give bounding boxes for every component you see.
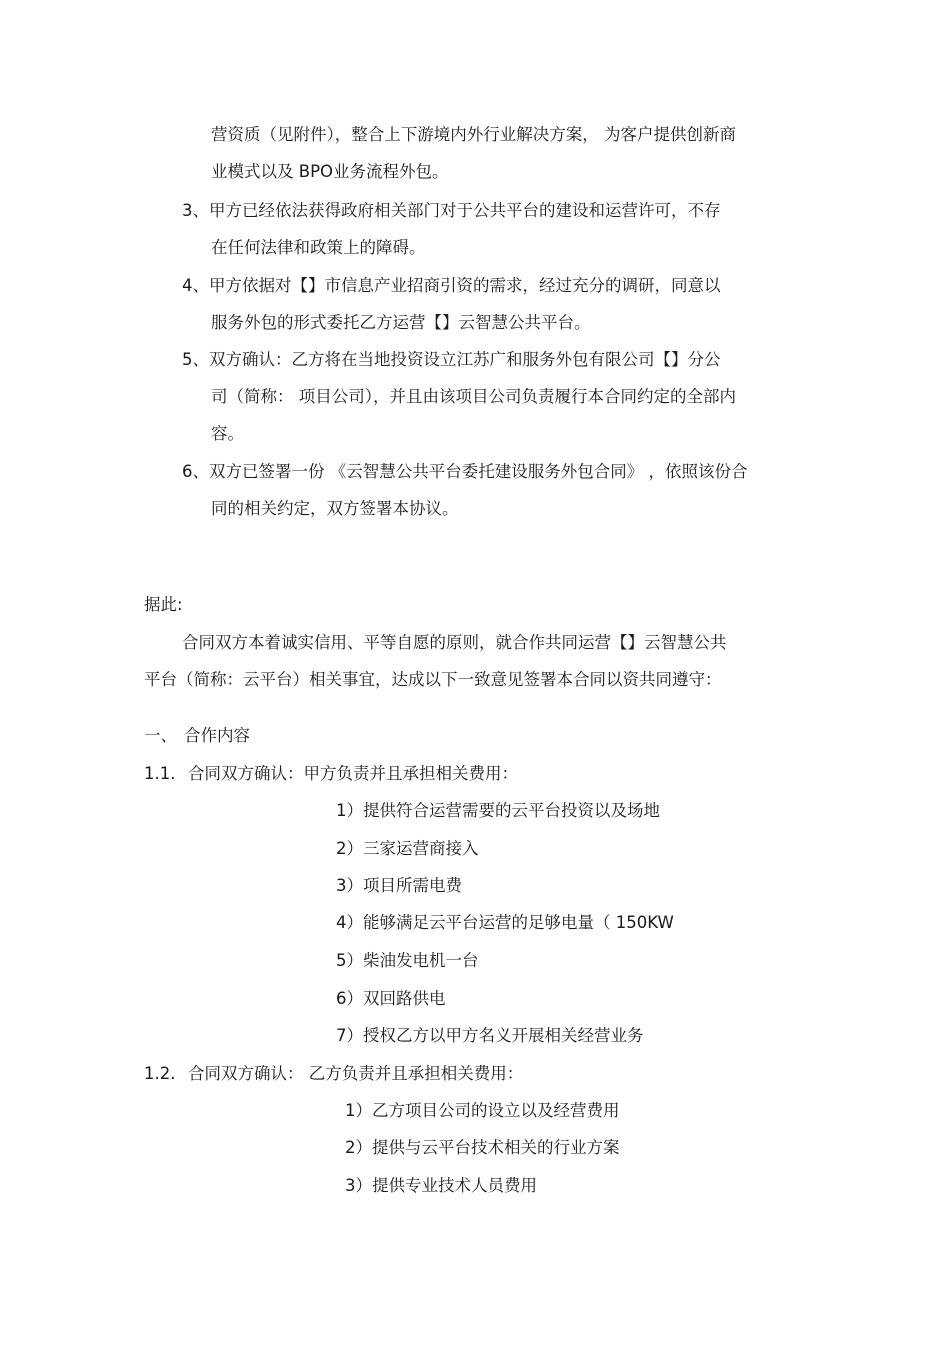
item-5-line-3: 容。 (211, 424, 244, 443)
section-number: 一、 (144, 726, 177, 745)
clause-1-1-item: 6）双回路供电 (336, 989, 446, 1008)
clause-text: 合同双方确认：甲方负责并且承担相关费用： (188, 764, 518, 783)
clause-1-2-item: 3）提供专业技术人员费用 (345, 1176, 537, 1195)
item-4-line-2: 服务外包的形式委托乙方运营【】云智慧公共平台。 (211, 313, 591, 332)
clause-number: 1.1. (144, 764, 176, 783)
item-4-line-1 (182, 275, 721, 297)
intro-line-1: 营资质（见附件），整合上下游境内外行业解决方案， 为客户提供创新商 (211, 125, 736, 144)
clause-number: 1.2. (144, 1064, 176, 1083)
item-6-line-1 (182, 461, 748, 483)
paragraph-line-1: 合同双方本着诚实信用、平等自愿的原则，就合作共同运营【】云智慧公共 (182, 633, 727, 652)
item-6-line-2: 同的相关约定，双方签署本协议。 (211, 499, 459, 518)
clause-1-1 (144, 763, 518, 785)
clause-1-2-item: 1）乙方项目公司的设立以及经营费用 (345, 1101, 620, 1120)
item-number: 6、 (182, 462, 209, 481)
clause-1-2-item: 2）提供与云平台技术相关的行业方案 (345, 1138, 620, 1157)
item-text: 双方已签署一份 《云智慧公共平台委托建设服务外包合同》 ，依照该份合 (209, 462, 748, 481)
item-5-line-2: 司（简称： 项目公司），并且由该项目公司负责履行本合同约定的全部内 (211, 387, 736, 406)
item-text: 双方确认：乙方将在当地投资设立江苏广和服务外包有限公司【】分公 (209, 350, 721, 369)
item-number: 3、 (182, 201, 209, 220)
clause-1-1-item: 1）提供符合运营需要的云平台投资以及场地 (336, 801, 660, 820)
item-number: 5、 (182, 350, 209, 369)
whereas-label: 据此: (144, 595, 183, 614)
clause-1-1-item: 2）三家运营商接入 (336, 839, 479, 858)
clause-1-1-item: 3）项目所需电费 (336, 876, 462, 895)
intro-line-2: 业模式以及 BPO业务流程外包。 (211, 162, 449, 181)
item-3-line-2: 在任何法律和政策上的障碍。 (211, 238, 426, 257)
clause-text: 合同双方确认： 乙方负责并且承担相关费用： (188, 1064, 524, 1083)
clause-1-1-item: 4）能够满足云平台运营的足够电量（ 150KW (336, 913, 674, 932)
paragraph-line-2: 平台（简称：云平台）相关事宜，达成以下一致意见签署本合同以资共同遵守： (144, 670, 722, 689)
item-3-line-1 (182, 200, 721, 222)
section-title: 合作内容 (184, 726, 250, 745)
item-number: 4、 (182, 276, 209, 295)
section-heading (144, 725, 250, 747)
clause-1-1-item: 7）授权乙方以甲方名义开展相关经营业务 (336, 1026, 644, 1045)
item-5-line-1 (182, 349, 721, 371)
item-text: 甲方已经依法获得政府相关部门对于公共平台的建设和运营许可，不存 (209, 201, 721, 220)
clause-1-2 (144, 1063, 523, 1085)
item-text: 甲方依据对【】市信息产业招商引资的需求，经过充分的调研，同意以 (209, 276, 721, 295)
clause-1-1-item: 5）柴油发电机一台 (336, 951, 479, 970)
